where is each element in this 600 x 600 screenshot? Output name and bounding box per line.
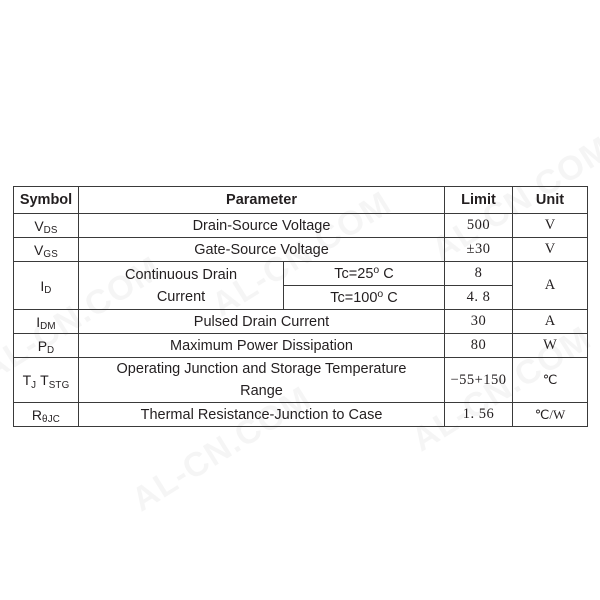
- row-unit-id: A: [513, 262, 588, 310]
- row-parameter-id-line2: Current: [156, 288, 206, 305]
- row-limit-tj-tstg: −55+150: [445, 358, 513, 403]
- row-parameter-vgs: Gate-Source Voltage: [79, 238, 445, 262]
- row-symbol-tj-tstg: $T_J$ $T_{STG}$: [14, 358, 79, 403]
- row-parameter-pd: Maximum Power Dissipation: [79, 334, 445, 358]
- column-header-parameter: Parameter: [79, 187, 445, 214]
- table-row: [14, 358, 588, 403]
- absolute-maximum-ratings-table: [13, 186, 588, 427]
- row-parameter-tj-tstg-line1: Operating Junction and Storage Temperature: [116, 361, 407, 377]
- table-row: [14, 214, 588, 238]
- row-symbol-pd: $P_D$: [14, 334, 79, 358]
- absolute-maximum-ratings-table-container: [13, 186, 587, 427]
- row-parameter-tj-tstg-line2: Range: [240, 383, 283, 399]
- row-parameter-id-line1: Continuous Drain: [124, 266, 238, 283]
- table-row: [14, 262, 588, 286]
- table-row: [14, 238, 588, 262]
- row-symbol-rthjc: $R_{\theta JC}$: [14, 403, 79, 427]
- row-symbol-vgs: $V_{GS}$: [14, 238, 79, 262]
- row-symbol-idm: $I_{DM}$: [14, 310, 79, 334]
- row-symbol-vds: $V_{DS}$: [14, 214, 79, 238]
- row-unit-pd: W: [513, 334, 588, 358]
- row-unit-idm: A: [513, 310, 588, 334]
- row-limit-id-tc25: 8: [445, 262, 513, 286]
- row-limit-id-tc100: 4. 8: [445, 286, 513, 310]
- table-header-row: [14, 187, 588, 214]
- table-row: [14, 310, 588, 334]
- row-parameter-vds: Drain-Source Voltage: [79, 214, 445, 238]
- column-header-limit: Limit: [445, 187, 513, 214]
- row-unit-vgs: V: [513, 238, 588, 262]
- column-header-unit: Unit: [513, 187, 588, 214]
- row-unit-rthjc: ℃/W: [513, 403, 588, 427]
- row-condition-tc100: $Tc=100^o$ C: [284, 286, 445, 310]
- row-symbol-id: $I_D$: [14, 262, 79, 310]
- row-parameter-tj-tstg: [79, 358, 445, 403]
- row-parameter-idm: Pulsed Drain Current: [79, 310, 445, 334]
- row-limit-rthjc: 1. 56: [445, 403, 513, 427]
- column-header-symbol: Symbol: [14, 187, 79, 214]
- row-limit-idm: 30: [445, 310, 513, 334]
- row-unit-vds: V: [513, 214, 588, 238]
- row-condition-tc25: $Tc=25^o$ C: [284, 262, 445, 286]
- row-limit-pd: 80: [445, 334, 513, 358]
- row-parameter-rthjc: Thermal Resistance-Junction to Case: [79, 403, 445, 427]
- row-unit-tj-tstg: ℃: [513, 358, 588, 403]
- row-parameter-id: [79, 262, 284, 310]
- row-limit-vgs: ±30: [445, 238, 513, 262]
- row-limit-vds: 500: [445, 214, 513, 238]
- table-row: [14, 403, 588, 427]
- table-row: [14, 334, 588, 358]
